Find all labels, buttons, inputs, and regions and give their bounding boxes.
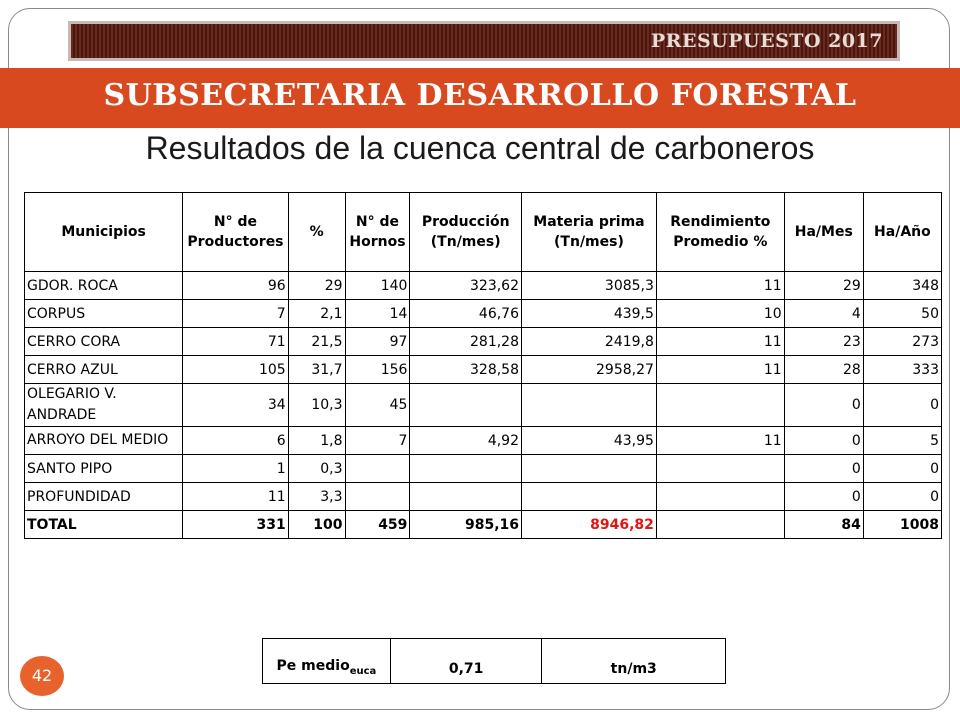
cell-municipio: GDOR. ROCA <box>25 272 183 300</box>
cell-total-ha-ano: 1008 <box>863 511 941 539</box>
cell-rendimiento <box>656 483 784 511</box>
pe-unit: tn/m3 <box>542 639 726 684</box>
title-band <box>0 68 960 128</box>
pe-label-cell <box>263 639 391 684</box>
table-row <box>25 455 942 483</box>
cell-ha-ano: 0 <box>863 483 941 511</box>
cell-municipio: ARROYO DEL MEDIO <box>25 427 183 455</box>
cell-percent: 3,3 <box>288 483 345 511</box>
cell-ha-ano: 5 <box>863 427 941 455</box>
cell-productores: 1 <box>183 455 288 483</box>
cell-produccion <box>410 384 522 427</box>
table-row <box>25 427 942 455</box>
table-total-row <box>25 511 942 539</box>
table-row <box>25 328 942 356</box>
col-header-ha-ano: Ha/Año <box>863 193 941 272</box>
cell-ha-ano: 50 <box>863 300 941 328</box>
cell-total-rendimiento <box>656 511 784 539</box>
cell-hornos: 156 <box>345 356 410 384</box>
table-row <box>25 384 942 427</box>
cell-produccion: 46,76 <box>410 300 522 328</box>
cell-materia-prima <box>522 455 657 483</box>
cell-ha-mes: 4 <box>784 300 863 328</box>
cell-produccion <box>410 483 522 511</box>
cell-produccion <box>410 455 522 483</box>
col-header-productores: N° de Productores <box>183 193 288 272</box>
cell-productores: 96 <box>183 272 288 300</box>
budget-label: PRESUPUESTO 2017 <box>650 30 883 52</box>
page-subtitle: Resultados de la cuenca central de carboneros <box>145 130 815 166</box>
table-row <box>25 483 942 511</box>
cell-total-productores: 331 <box>183 511 288 539</box>
cell-materia-prima <box>522 483 657 511</box>
cell-municipio: CERRO AZUL <box>25 356 183 384</box>
cell-rendimiento: 10 <box>656 300 784 328</box>
results-table <box>24 192 942 539</box>
cell-municipio: OLEGARIO V. ANDRADE <box>25 384 183 427</box>
cell-percent: 1,8 <box>288 427 345 455</box>
cell-materia-prima: 2419,8 <box>522 328 657 356</box>
cell-total-percent: 100 <box>288 511 345 539</box>
col-header-produccion: Producción (Tn/mes) <box>410 193 522 272</box>
cell-total-materia-prima: 8946,82 <box>522 511 657 539</box>
cell-municipio: SANTO PIPO <box>25 455 183 483</box>
table-row <box>25 356 942 384</box>
cell-percent: 29 <box>288 272 345 300</box>
cell-productores: 71 <box>183 328 288 356</box>
cell-hornos: 7 <box>345 427 410 455</box>
col-header-ha-mes: Ha/Mes <box>784 193 863 272</box>
col-header-municipios: Municipios <box>25 193 183 272</box>
cell-total-produccion: 985,16 <box>410 511 522 539</box>
table-header-row <box>25 193 942 272</box>
cell-total-label: TOTAL <box>25 511 183 539</box>
col-header-materia-prima: Materia prima (Tn/mes) <box>522 193 657 272</box>
cell-total-ha-mes: 84 <box>784 511 863 539</box>
cell-percent: 10,3 <box>288 384 345 427</box>
cell-ha-mes: 29 <box>784 272 863 300</box>
cell-municipio: PROFUNDIDAD <box>25 483 183 511</box>
cell-percent: 31,7 <box>288 356 345 384</box>
cell-ha-ano: 273 <box>863 328 941 356</box>
pe-medio-table <box>262 638 726 684</box>
col-header-hornos: N° de Hornos <box>345 193 410 272</box>
cell-municipio: CORPUS <box>25 300 183 328</box>
cell-percent: 0,3 <box>288 455 345 483</box>
cell-total-hornos: 459 <box>345 511 410 539</box>
page-title: SUBSECRETARIA DESARROLLO FORESTAL <box>103 78 857 113</box>
cell-materia-prima: 43,95 <box>522 427 657 455</box>
cell-ha-mes: 28 <box>784 356 863 384</box>
cell-produccion: 323,62 <box>410 272 522 300</box>
col-header-rendimiento: Rendimiento Promedio % <box>656 193 784 272</box>
pe-value: 0,71 <box>390 639 542 684</box>
cell-productores: 7 <box>183 300 288 328</box>
cell-produccion: 281,28 <box>410 328 522 356</box>
cell-ha-mes: 0 <box>784 483 863 511</box>
cell-productores: 11 <box>183 483 288 511</box>
cell-rendimiento <box>656 384 784 427</box>
pe-label: Pe medio <box>276 658 350 675</box>
table-row <box>25 272 942 300</box>
cell-hornos: 45 <box>345 384 410 427</box>
col-header-percent: % <box>288 193 345 272</box>
cell-ha-mes: 0 <box>784 427 863 455</box>
cell-produccion: 4,92 <box>410 427 522 455</box>
cell-hornos: 140 <box>345 272 410 300</box>
cell-ha-ano: 333 <box>863 356 941 384</box>
cell-ha-ano: 0 <box>863 455 941 483</box>
cell-produccion: 328,58 <box>410 356 522 384</box>
cell-ha-mes: 0 <box>784 455 863 483</box>
cell-rendimiento: 11 <box>656 328 784 356</box>
cell-hornos <box>345 455 410 483</box>
cell-percent: 21,5 <box>288 328 345 356</box>
cell-hornos: 97 <box>345 328 410 356</box>
table-row <box>25 300 942 328</box>
cell-ha-mes: 0 <box>784 384 863 427</box>
cell-rendimiento: 11 <box>656 356 784 384</box>
cell-productores: 6 <box>183 427 288 455</box>
pe-label-subscript: euca <box>349 666 377 677</box>
cell-rendimiento: 11 <box>656 272 784 300</box>
budget-banner <box>68 21 900 61</box>
cell-percent: 2,1 <box>288 300 345 328</box>
slide-number-badge: 42 <box>20 656 64 696</box>
cell-hornos: 14 <box>345 300 410 328</box>
cell-hornos <box>345 483 410 511</box>
cell-ha-mes: 23 <box>784 328 863 356</box>
cell-productores: 34 <box>183 384 288 427</box>
cell-materia-prima: 3085,3 <box>522 272 657 300</box>
cell-materia-prima <box>522 384 657 427</box>
cell-municipio: CERRO CORA <box>25 328 183 356</box>
cell-materia-prima: 2958,27 <box>522 356 657 384</box>
cell-ha-ano: 348 <box>863 272 941 300</box>
cell-rendimiento: 11 <box>656 427 784 455</box>
cell-productores: 105 <box>183 356 288 384</box>
cell-rendimiento <box>656 455 784 483</box>
cell-materia-prima: 439,5 <box>522 300 657 328</box>
cell-ha-ano: 0 <box>863 384 941 427</box>
